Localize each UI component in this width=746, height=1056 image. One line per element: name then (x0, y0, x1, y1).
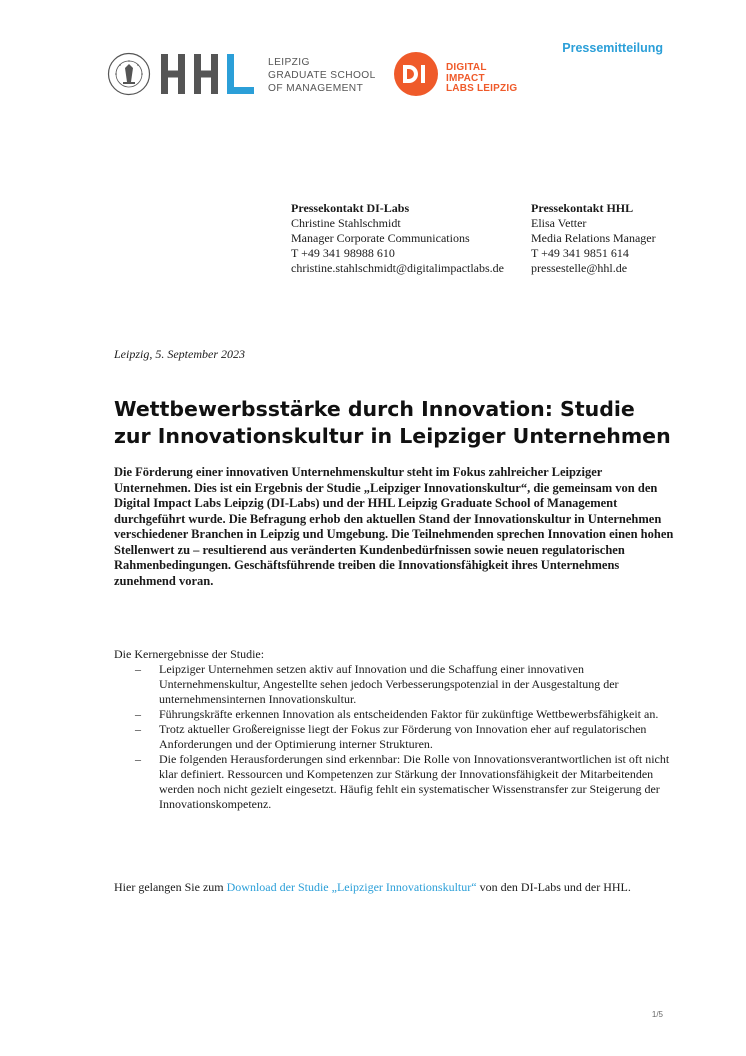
header-logos (107, 50, 527, 98)
results-list (114, 662, 674, 812)
contact-phone: T +49 341 98988 610 (291, 246, 395, 260)
hhl-seal-logo (107, 52, 151, 96)
list-item: – Leipziger Unternehmen setzen aktiv auf Innovation und die Schaffung einer innovativen Unternehmenskultur, Angestellte sehen jedoch Verbesserungspotenzial in der Ausgestaltung der unternehmensinternen Innovationskultur. (135, 662, 619, 706)
dash-bullet: – (135, 707, 141, 721)
results-intro: Die Kernergebnisse der Studie: (114, 647, 265, 661)
list-item: – Trotz aktueller Großereignisse liegt der Fokus zur Förderung von Innovation eher auf regulatorischen Anforderungen und der Optimierung interner Strukturen. (135, 722, 647, 751)
hhl-wordmark-logo (161, 54, 261, 94)
page-title: Wettbewerbsstärke durch Innovation: Studie zur Innovationskultur in Leipziger Unternehmen (114, 397, 671, 448)
contact-phone: T +49 341 9851 614 (531, 246, 629, 260)
press-release-label: Pressemitteilung (562, 41, 663, 55)
hhl-logo-text: LEIPZIG GRADUATE SCHOOL OF MANAGEMENT (268, 57, 376, 94)
contact-name: Christine Stahlschmidt (291, 216, 401, 230)
contact-heading: Pressekontakt DI-Labs (291, 201, 410, 215)
contact-role: Media Relations Manager (531, 231, 656, 245)
di-labs-logo (394, 52, 438, 96)
contact-email[interactable]: pressestelle@hhl.de (531, 261, 628, 275)
di-labs-logo-text: DIGITAL IMPACT LABS LEIPZIG (446, 62, 518, 94)
press-contact-hhl (531, 201, 656, 276)
page-number: 1/5 (651, 1010, 663, 1019)
dash-bullet: – (135, 722, 141, 736)
dateline: Leipzig, 5. September 2023 (114, 347, 245, 361)
contact-role: Manager Corporate Communications (291, 231, 470, 245)
lead-paragraph: Die Förderung einer innovativen Unternehmenskultur steht im Fokus zahlreicher Leipziger Unternehmen. Dies ist ein Ergebnis der Studie „Leipziger Innovationskultur“, die gemeinsam von den Digital Impact Labs Leipzig (DI-Labs) und der HHL Leipzig Graduate School of Management durchgeführt wurde. Die Befragung erhob den aktuellen Stand der Innovationskultur in Unternehmen verschiedener Branchen in Leipzig und Umgebung. Die Teilnehmenden sprechen Innovation einen hohen Stellenwert zu – resultierend aus veränderten Kundenbedürfnissen sowie neuen regulatorischen Rahmenbedingungen. Geschäftsführende treiben die Innovationsfähigkeit ihres Unternehmens zunehmend voran. (114, 465, 674, 588)
dash-bullet: – (135, 752, 141, 766)
list-item: – Die folgenden Herausforderungen sind erkennbar: Die Rolle von Innovationsverantwortlichen ist oft nicht klar definiert. Ressourcen und Kompetenzen zur Stärkung der Innovationsfähigkeit der Mitarbeitenden werden noch nicht gezielt eingesetzt. Häufig fehlt ein systematischer Wissenstransfer zur Steigerung der Innovationskompetenz. (135, 752, 670, 811)
press-contact-di-labs (291, 201, 504, 276)
dash-bullet: – (135, 662, 141, 676)
closing-paragraph: Hier gelangen Sie zum Download der Studie „Leipziger Innovationskultur“ von den DI-Labs und der HHL. (114, 880, 631, 894)
contact-heading: Pressekontakt HHL (531, 201, 634, 215)
contact-name: Elisa Vetter (531, 216, 587, 230)
list-item: – Führungskräfte erkennen Innovation als entscheidenden Faktor für zukünftige Wettbewerbsfähigkeit an. (135, 707, 659, 721)
contact-email[interactable]: christine.stahlschmidt@digitalimpactlabs.de (291, 261, 505, 275)
study-download-link[interactable]: Download der Studie „Leipziger Innovationskultur“ (226, 880, 477, 894)
